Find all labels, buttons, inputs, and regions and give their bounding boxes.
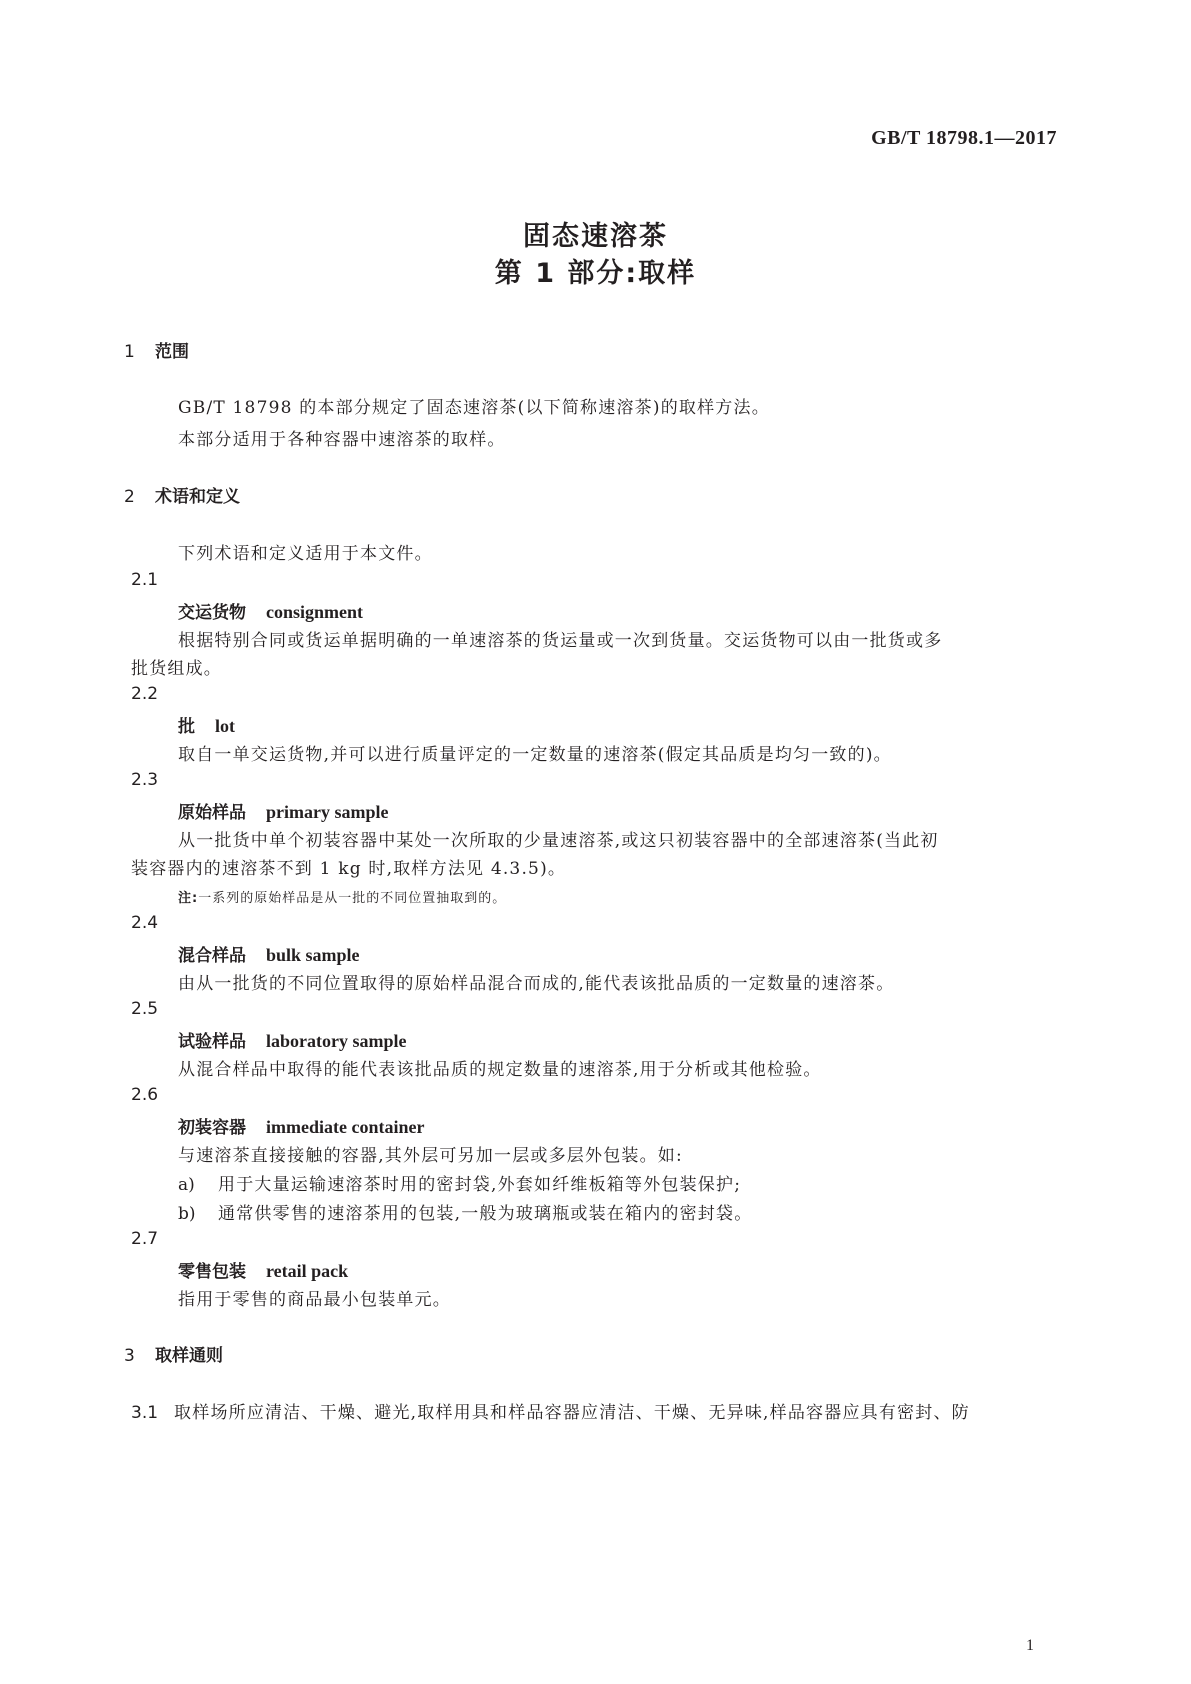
paragraph: 下列术语和定义适用于本文件。: [178, 544, 433, 564]
definition-continued: 批货组成。: [131, 659, 222, 679]
clause-3-1: [131, 1398, 970, 1423]
term-english: immediate container: [266, 1117, 425, 1137]
definition: 与速溶茶直接接触的容器,其外层可另加一层或多层外包装。如:: [178, 1146, 683, 1166]
definition: 取自一单交运货物,并可以进行质量评定的一定数量的速溶茶(假定其品质是均匀一致的)。: [178, 745, 892, 765]
definition: 从混合样品中取得的能代表该批品质的规定数量的速溶茶,用于分析或其他检验。: [178, 1060, 822, 1080]
term-chinese: 交运货物: [178, 603, 246, 623]
note-label: 注:: [178, 891, 199, 906]
term-english: consignment: [266, 602, 364, 622]
section-heading-scope: [124, 337, 189, 362]
document-subtitle: 第 1 部分:取样: [494, 258, 697, 289]
note-text: 一系列的原始样品是从一批的不同位置抽取到的。: [198, 891, 507, 906]
section-title: 取样通则: [155, 1346, 223, 1366]
definition: 根据特别合同或货运单据明确的一单速溶茶的货运量或一次到货量。交运货物可以由一批货或多: [178, 631, 943, 651]
term-heading: [178, 1113, 424, 1138]
definition: 由从一批货的不同位置取得的原始样品混合而成的,能代表该批品质的一定数量的速溶茶。: [178, 974, 895, 994]
term-english: primary sample: [266, 802, 389, 822]
term-chinese: 零售包装: [178, 1262, 246, 1282]
term-heading: [178, 1257, 348, 1282]
term-number: 2.1: [131, 570, 159, 590]
term-english: retail pack: [266, 1261, 349, 1281]
term-number: 2.6: [131, 1085, 159, 1105]
paragraph: GB/T 18798 的本部分规定了固态速溶茶(以下简称速溶茶)的取样方法。: [178, 398, 770, 418]
definition: 从一批货中单个初装容器中某处一次所取的少量速溶茶,或这只初装容器中的全部速溶茶(当此初: [178, 831, 939, 851]
section-title: 术语和定义: [155, 487, 240, 507]
section-number: 3: [124, 1346, 135, 1366]
section-heading-terms: [124, 482, 240, 507]
term-heading: [178, 712, 235, 737]
term-number: 2.3: [131, 770, 159, 790]
clause-text: 取样场所应清洁、干燥、避光,取样用具和样品容器应清洁、干燥、无异味,样品容器应具有密封、防: [174, 1403, 970, 1423]
term-chinese: 混合样品: [178, 946, 246, 966]
list-item: [178, 1170, 741, 1195]
term-heading: [178, 1027, 406, 1052]
note: [178, 887, 506, 906]
section-number: 1: [124, 342, 135, 362]
paragraph: 本部分适用于各种容器中速溶茶的取样。: [178, 430, 506, 450]
section-number: 2: [124, 487, 135, 507]
term-number: 2.4: [131, 913, 159, 933]
term-english: laboratory sample: [266, 1031, 407, 1051]
list-marker: b): [178, 1204, 196, 1224]
term-number: 2.2: [131, 684, 159, 704]
term-chinese: 初装容器: [178, 1118, 246, 1138]
term-english: lot: [215, 716, 235, 736]
term-chinese: 原始样品: [178, 803, 246, 823]
term-number: 2.7: [131, 1229, 159, 1249]
list-item: [178, 1199, 752, 1224]
document-title: 固态速溶茶: [523, 221, 668, 252]
standard-number: GB/T 18798.1—2017: [871, 127, 1057, 149]
term-heading: [178, 598, 363, 623]
term-english: bulk sample: [266, 945, 360, 965]
term-heading: [178, 798, 388, 823]
definition-continued: 装容器内的速溶茶不到 1 kg 时,取样方法见 4.3.5)。: [131, 859, 567, 879]
clause-number: 3.1: [131, 1403, 159, 1423]
section-title: 范围: [155, 342, 189, 362]
page-number: 1: [1026, 1637, 1034, 1654]
definition: 指用于零售的商品最小包装单元。: [178, 1290, 451, 1310]
term-chinese: 试验样品: [178, 1032, 246, 1052]
term-heading: [178, 941, 360, 966]
list-marker: a): [178, 1175, 195, 1195]
term-number: 2.5: [131, 999, 159, 1019]
list-item-text: 用于大量运输速溶茶时用的密封袋,外套如纤维板箱等外包装保护;: [218, 1175, 742, 1195]
term-chinese: 批: [178, 717, 195, 737]
list-item-text: 通常供零售的速溶茶用的包装,一般为玻璃瓶或装在箱内的密封袋。: [218, 1204, 753, 1224]
section-heading-general-rules: [124, 1341, 223, 1366]
